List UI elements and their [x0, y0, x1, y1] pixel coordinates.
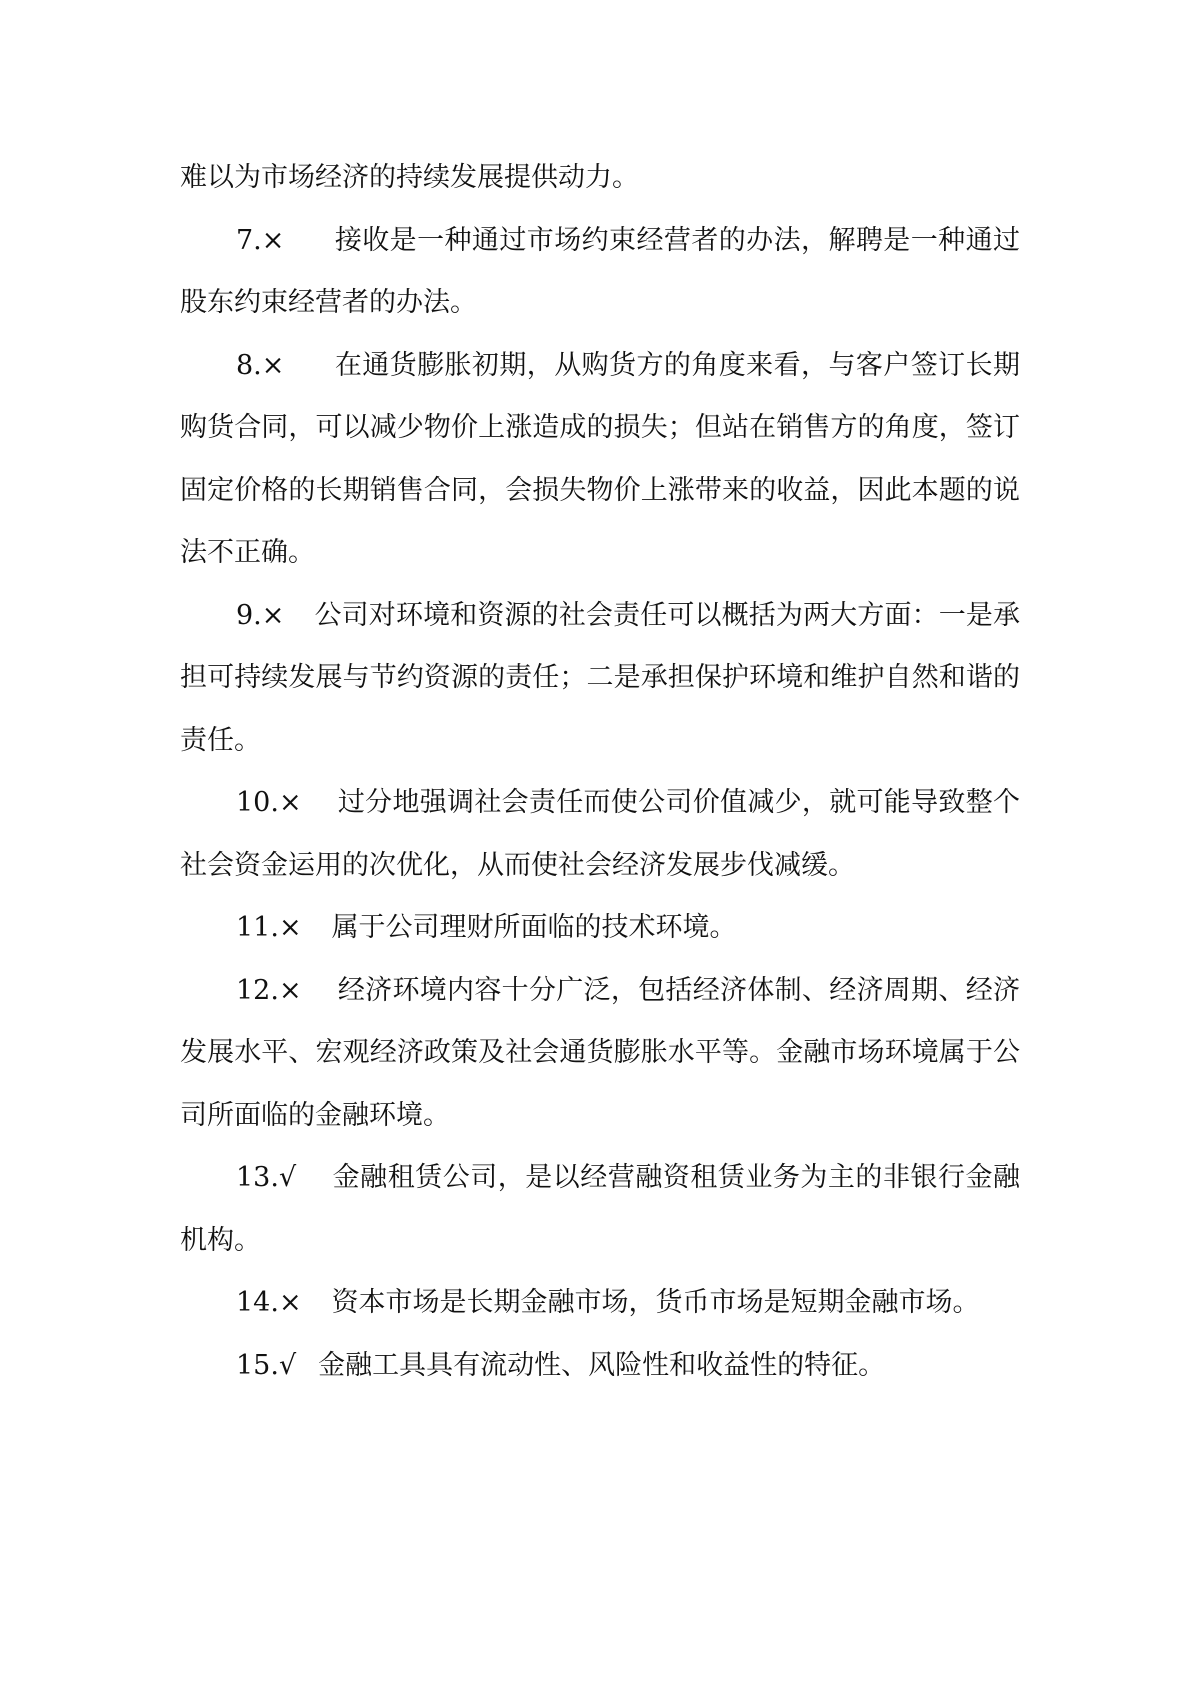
answer-text: 金融租赁公司，是以经营融资租赁业务为主的非银行金融机构。 [180, 1162, 1020, 1256]
answer-item-13 [180, 1147, 1020, 1272]
answer-item-14 [180, 1272, 1020, 1335]
paragraph-text: 难以为市场经济的持续发展提供动力。 [180, 162, 639, 193]
answer-number: 9.× [236, 599, 285, 631]
answer-number: 12.× [236, 974, 302, 1006]
answer-item-10 [180, 772, 1020, 897]
answer-item-9 [180, 585, 1020, 773]
answer-item-15 [180, 1335, 1020, 1398]
answer-text: 接收是一种通过市场约束经营者的办法，解聘是一种通过股东约束经营者的办法。 [180, 224, 1020, 318]
answer-text: 资本市场是长期金融市场，货币市场是短期金融市场。 [331, 1287, 980, 1318]
answer-text: 经济环境内容十分广泛，包括经济体制、经济周期、经济发展水平、宏观经济政策及社会通货膨胀水平等。金融市场环境属于公司所面临的金融环境。 [180, 974, 1020, 1131]
answer-number: 7.× [236, 224, 285, 256]
answer-item-7 [180, 210, 1020, 335]
answer-text: 公司对环境和资源的社会责任可以概括为两大方面：一是承担可持续发展与节约资源的责任；二是承担保护环境和维护自然和谐的责任。 [180, 599, 1020, 756]
answer-text: 过分地强调社会责任而使公司价值减少，就可能导致整个社会资金运用的次优化，从而使社会经济发展步伐减缓。 [180, 787, 1020, 881]
answer-number: 15.√ [236, 1349, 297, 1381]
answer-text: 在通货膨胀初期，从购货方的角度来看，与客户签订长期购货合同，可以减少物价上涨造成的损失；但站在销售方的角度，签订固定价格的长期销售合同，会损失物价上涨带来的收益，因此本题的说法不正确。 [180, 349, 1020, 568]
paragraph-continuation [180, 147, 1020, 210]
answer-item-8 [180, 335, 1020, 585]
answer-explanations [180, 147, 1020, 1397]
answer-number: 8.× [236, 349, 285, 381]
answer-text: 金融工具具有流动性、风险性和收益性的特征。 [318, 1349, 886, 1381]
answer-number: 14.× [236, 1287, 302, 1318]
answer-item-12 [180, 960, 1020, 1148]
answer-item-11 [180, 897, 1020, 960]
answer-text: 属于公司理财所面临的技术环境。 [331, 912, 737, 943]
answer-number: 11.× [236, 912, 302, 943]
answer-number: 13.√ [236, 1162, 297, 1193]
answer-number: 10.× [236, 787, 302, 818]
